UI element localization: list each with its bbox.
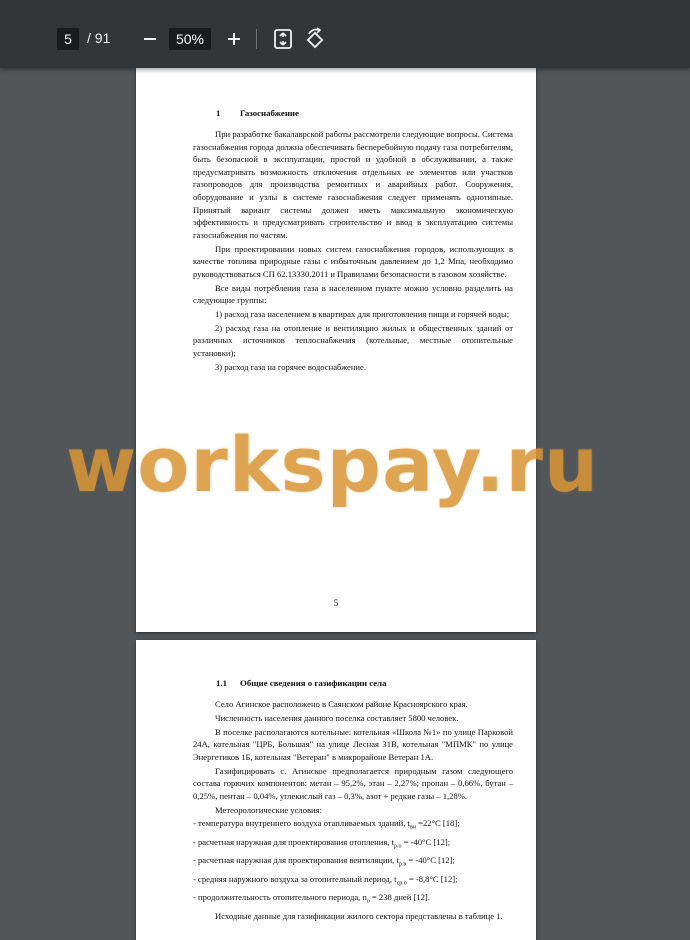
document-page-6: [136, 640, 536, 940]
paragraph: Численность населения данного поселка составляет 5800 человек.: [215, 712, 459, 723]
section-title: Общие сведения о газификации села: [240, 678, 387, 688]
condition-item: - средняя наружного воздуха за отопительный период, $t_{ср.о} = -8,8^\circ С$ [12];: [193, 873, 458, 887]
paragraph: При проектировании новых систем газоснабжения городов, использующих в качестве топлива природные газы с избыточным давлением до 1,2 Мпа, необходимо руководствоваться СП 62.13330.2011 и Правилами безопасности в газовом хозяйстве.: [193, 243, 513, 279]
document-page-5: [136, 68, 536, 632]
paragraph: Газифицировать с. Агинское предполагается природным газом следующего состава горючих компонентов: метан – 95,2%, этан – 2,27%; пропан – 0,66%, бутан – 0,25%, пентан – 0,04%, углекислый газ – 0,3%, азот + редкие газы – 1,28%.: [193, 765, 513, 801]
condition-item: - продолжительность отопительного периода, $n_о = 238$ дней [12].: [193, 892, 430, 905]
page-body: [193, 128, 513, 374]
fit-to-page-button[interactable]: [271, 27, 295, 51]
section-heading: [216, 108, 299, 118]
minus-icon: [138, 27, 162, 51]
list-item: 1) расход газа населением в квартирах для приготовления пищи и горячей воды;: [215, 308, 510, 319]
condition-item: - расчетная наружная для проектирования вентиляции, $t_{р.в} = -40^\circ С$ [12];: [193, 855, 455, 868]
page-total-label: / 91: [87, 30, 111, 46]
page-number-input[interactable]: 5: [57, 28, 79, 50]
paragraph: В поселке располагаются котельные: котельная «Школа №1» по улице Парковой 24А, котельная "ЦРБ, Большая" на улице Лесная 31В, котельная "МПМК" по улице Энергетиков 1Б, котельная "Ветеран" в микрорайоне Ветеран 1А.: [193, 726, 513, 762]
page-number: 5: [333, 598, 339, 608]
page-body: [193, 698, 513, 924]
rotate-icon: [303, 27, 327, 51]
section-heading: [216, 678, 386, 688]
paragraph: Село Агинское расположено в Саянском районе Красноярского края.: [215, 699, 468, 709]
paragraph: При разработке бакалаврской работы рассмотрели следующие вопросы. Система газоснабжения города должна обеспечивать бесперебойную подачу газа потребителям, быть безопасной в эксплуатации, простой и удобной в обслуживании, а также предусматривать возможность отключения отдельных ее элементов или участков газопроводов для производства ремонтных и аварийных работ. Сооружения, оборудование и узлы в системе газоснабжения следует применять однотипные. Принятый вариант системы должен иметь максимальную экономическую эффективность и предусматривать строительство и ввод в эксплуатацию системы газоснабжения по частям.: [193, 129, 513, 240]
paragraph: Все виды потребления газа в населенном пункте можно условно разделить на следующие группы:: [193, 282, 513, 306]
pdf-toolbar: [0, 0, 690, 68]
list-item: 3) расход газа на горячее водоснабжение.: [215, 361, 366, 372]
toolbar-divider: [256, 29, 257, 49]
paragraph: Метеорологические условия:: [215, 804, 322, 815]
watermark: workspay.ru: [66, 420, 600, 509]
zoom-out-button[interactable]: [138, 27, 162, 51]
condition-item: - температура внутреннего воздуха отапливаемых зданий, $t_{вн} =22^\circ С$ [18];: [193, 818, 460, 831]
section-number: 1: [216, 108, 221, 118]
list-item: 2) расход газа на отопление и вентиляцию жилых и общественных зданий от различных источников теплоснабжения (котельные, местные отопительные установки);: [193, 322, 513, 358]
zoom-level-input[interactable]: 50%: [169, 28, 211, 50]
paragraph: Исходные данные для газификации жилого сектора представлены в таблице 1.: [215, 910, 503, 921]
plus-icon: [222, 27, 246, 51]
zoom-in-button[interactable]: [222, 27, 246, 51]
section-title: Газоснабжение: [240, 108, 299, 118]
section-number: 1.1: [216, 678, 227, 688]
fit-page-icon: [271, 27, 295, 51]
condition-item: - расчетная наружная для проектирования отопления, $t_{р.о} = -40^\circ С$ [12];: [193, 836, 451, 850]
rotate-button[interactable]: [303, 27, 327, 51]
